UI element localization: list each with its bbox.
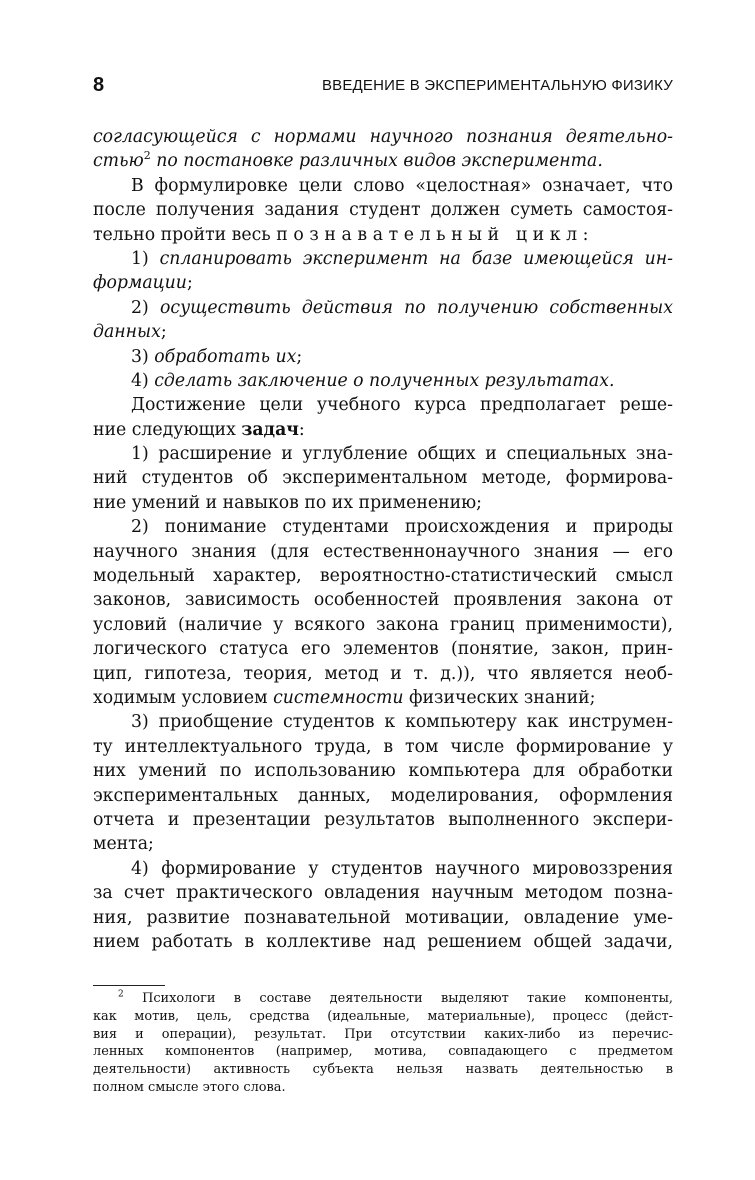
footnote-line: полном смысле этого слова. bbox=[93, 1079, 286, 1095]
text-line: стью$^2$ по постановке различных видов эксперимента. bbox=[93, 149, 603, 172]
text-line: 1) расширение и углубление общих и специальных зна- bbox=[131, 444, 673, 465]
footnote-line: деятельности) активность субъекта нельзя назвать деятельностью в bbox=[93, 1062, 673, 1078]
text-line: ния, развитие познавательной мотивации, овладение уме- bbox=[93, 907, 673, 928]
text-line: 4) формирование у студентов научного мировоззрения bbox=[131, 858, 673, 879]
text-line: 4) сделать заключение о полученных результатах. bbox=[131, 370, 615, 391]
text-line: них умений по использованию компьютера для обработки bbox=[93, 761, 673, 782]
text-line: ние следующих задач: bbox=[93, 419, 305, 440]
text-line: ние умений и навыков по их применению; bbox=[93, 492, 482, 513]
text-line: мента; bbox=[93, 834, 154, 855]
footnote-line: ленных компонентов (например, мотива, совпадающего с предметом bbox=[93, 1044, 673, 1060]
footnote-line: $^2$ Психологи в составе деятельности выделяют такие компоненты, bbox=[118, 989, 673, 1006]
text-line: ту интеллектуального труда, в том числе формирование у bbox=[93, 736, 673, 757]
footnote-ref: 2 bbox=[143, 149, 151, 163]
text-line: экспериментальных данных, моделирования, оформления bbox=[93, 785, 673, 806]
text-line: ний студентов об экспериментальном методе, формирова- bbox=[93, 468, 673, 489]
text-line: отчета и презентации результатов выполненного экспери- bbox=[93, 809, 673, 830]
running-title: ВВЕДЕНИЕ В ЭКСПЕРИМЕНТАЛЬНУЮ ФИЗИКУ bbox=[321, 77, 673, 94]
text-line: за счет практического овладения научным методом позна- bbox=[93, 883, 673, 904]
text-line: ходимым условием системности физических знаний; bbox=[93, 687, 596, 708]
text-line: законов, зависимость особенностей проявления закона от bbox=[93, 590, 673, 611]
text-line: В формулировке цели слово «целостная» означает, что bbox=[131, 175, 673, 196]
text-line: согласующейся с нормами научного познания деятельно- bbox=[93, 127, 673, 147]
text-line: формации; bbox=[93, 273, 193, 294]
text-line: научного знания (для естественнонаучного знания — его bbox=[93, 541, 673, 562]
footnote-line: вия и операции), результат. При отсутствии каких-либо из перечис- bbox=[93, 1026, 673, 1042]
footnote-divider bbox=[93, 985, 165, 986]
text-line: данных; bbox=[93, 322, 167, 343]
text-line: цип, гипотеза, теория, метод и т. д.)), что является необ- bbox=[93, 663, 673, 684]
spaced-emphasis: познавательный цикл: bbox=[276, 224, 595, 245]
text-line: 3) приобщение студентов к компьютеру как инструмен- bbox=[131, 712, 673, 733]
page-number: 8 bbox=[93, 74, 105, 96]
text-line: 1) спланировать эксперимент на базе имеющейся ин- bbox=[131, 248, 674, 269]
page-header bbox=[93, 74, 673, 96]
footnote-marker: 2 bbox=[118, 989, 124, 1000]
text-line: Достижение цели учебного курса предполагает реше- bbox=[131, 395, 673, 416]
text-line: 2) понимание студентами происхождения и природы bbox=[131, 517, 673, 538]
text-line: тельно пройти весь познавательный цикл: bbox=[93, 224, 595, 245]
text-line: модельный характер, вероятностно-статистический смысл bbox=[93, 566, 673, 587]
text-line: нием работать в коллективе над решением общей задачи, bbox=[93, 931, 673, 952]
footnote-line: как мотив, цель, средства (идеальные, материальные), процесс (дейст- bbox=[93, 1008, 673, 1024]
main-text bbox=[93, 125, 673, 954]
text-line: 2) осуществить действия по получению собственных bbox=[131, 297, 673, 318]
text-line: условий (наличие у всякого закона границ применимости), bbox=[93, 614, 673, 635]
text-line: после получения задания студент должен суметь самостоя- bbox=[93, 200, 673, 221]
text-line: 3) обработать их; bbox=[131, 346, 303, 367]
footnote bbox=[93, 990, 673, 1097]
text-line: логического статуса его элементов (понятие, закон, прин- bbox=[93, 639, 673, 660]
